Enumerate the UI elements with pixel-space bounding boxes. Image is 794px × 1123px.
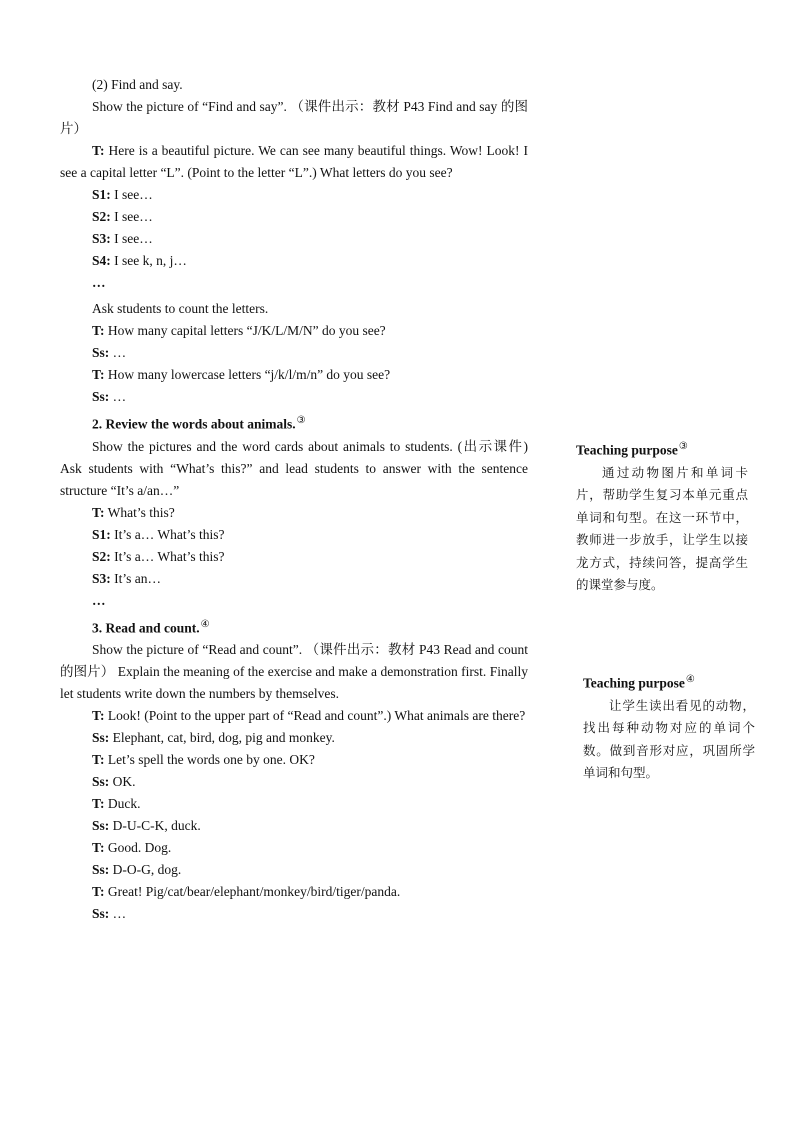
note-marker: ③ (296, 415, 306, 426)
dialogue-text: … (109, 389, 127, 404)
dialogue-line (60, 546, 528, 568)
dialogue-line (60, 524, 528, 546)
dialogue-line (60, 250, 528, 272)
dialogue-text: It’s a… What’s this? (110, 526, 225, 542)
dialogue-text: How many capital letters “J/K/L/M/N” do you see? (104, 323, 386, 338)
speaker-label: T: (92, 367, 105, 382)
count-intro: Ask students to count the letters. (92, 301, 269, 316)
speaker-label: S1: (92, 526, 111, 542)
dialogue-line (60, 793, 528, 815)
review-intro: Show the pictures and the word cards about animals to students. (出示课件) Ask students with “What’s this?” and lead students to answer with the sentence structure “It’s a/an…” (60, 438, 528, 498)
dialogue-text: Good. Dog. (104, 840, 172, 855)
dialogue-line (60, 727, 528, 749)
dialogue-text: … (109, 345, 127, 360)
speaker-label: T: (92, 143, 105, 158)
read-count-heading (60, 614, 528, 640)
dialogue-text: Let’s spell the words one by one. OK? (104, 752, 315, 767)
teaching-purpose-body: 让学生读出看见的动物，找出每种动物对应的单词个数。做到音形对应，巩固所学单词和句型。 (583, 698, 755, 780)
speaker-label: Ss: (92, 862, 110, 877)
dialogue-line (60, 749, 528, 771)
speaker-label: Ss: (92, 389, 110, 404)
review-heading (60, 410, 528, 436)
teaching-purpose-title (583, 669, 755, 695)
speaker-label: T: (92, 708, 105, 723)
dialogue-line (60, 320, 528, 342)
review-heading-text: 2. Review the words about animals. (92, 416, 296, 432)
ellipsis: … (92, 592, 106, 608)
lesson-body (60, 74, 528, 925)
speaker-label: S3: (92, 231, 111, 246)
speaker-label: T: (92, 840, 105, 855)
dialogue-line (60, 903, 528, 925)
dialogue-text: OK. (109, 774, 136, 789)
dialogue-line (60, 228, 528, 250)
dialogue-text: D-O-G, dog. (109, 862, 182, 877)
dialogue-text: How many lowercase letters “j/k/l/m/n” do you see? (104, 367, 391, 382)
dialogue-text: I see… (110, 231, 153, 246)
teaching-purpose-note (576, 436, 748, 597)
dialogue-text: I see… (110, 209, 153, 224)
dialogue-text: I see k, n, j… (110, 253, 187, 268)
dialogue-line (60, 140, 528, 184)
dialogue-line (60, 386, 528, 408)
dialogue-line (60, 705, 528, 727)
dialogue-line (60, 859, 528, 881)
dialogue-line (60, 364, 528, 386)
teaching-purpose-note (583, 669, 755, 785)
speaker-label: S2: (92, 548, 111, 564)
dialogue-line (60, 815, 528, 837)
dialogue-line (60, 184, 528, 206)
dialogue-text: It’s a… What’s this? (110, 548, 225, 564)
dialogue-text: What’s this? (104, 504, 175, 520)
dialogue-line (60, 568, 528, 590)
dialogue-text: Elephant, cat, bird, dog, pig and monkey. (109, 730, 335, 745)
speaker-label: T: (92, 884, 105, 899)
speaker-label: Ss: (92, 818, 110, 833)
speaker-label: T: (92, 504, 105, 520)
dialogue-text: Great! Pig/cat/bear/elephant/monkey/bird/tiger/panda. (104, 884, 401, 899)
note-marker: ④ (685, 674, 695, 685)
speaker-label: Ss: (92, 906, 110, 921)
speaker-label: Ss: (92, 774, 110, 789)
dialogue-text: … (109, 906, 127, 921)
speaker-label: S4: (92, 253, 111, 268)
dialogue-text: Here is a beautiful picture. We can see many beautiful things. Wow! Look! I see a capital letter “L”. (Point to the letter “L”.) What letters do you see? (60, 143, 528, 180)
read-count-heading-text: 3. Read and count. (92, 620, 200, 635)
dialogue-line (60, 502, 528, 524)
speaker-label: T: (92, 752, 105, 767)
teaching-purpose-body: 通过动物图片和单词卡片，帮助学生复习本单元重点单词和句型。在这一环节中，教师进一步放手，让学生以接龙方式，持续问答，提高学生的课堂参与度。 (576, 465, 748, 592)
speaker-label: S1: (92, 187, 111, 202)
note-title-text: Teaching purpose (576, 442, 678, 458)
ellipsis: … (92, 275, 106, 290)
dialogue-text: I see… (110, 187, 153, 202)
dialogue-line (60, 206, 528, 228)
note-marker: ④ (200, 618, 210, 630)
speaker-label: Ss: (92, 730, 110, 745)
find-say-heading: (2) Find and say. (92, 77, 183, 92)
note-marker: ③ (678, 441, 688, 452)
note-title-text: Teaching purpose (583, 675, 685, 691)
speaker-label: T: (92, 796, 105, 811)
dialogue-line (60, 342, 528, 364)
dialogue-text: Look! (Point to the upper part of “Read and count”.) What animals are there? (104, 708, 526, 723)
teaching-purpose-title (576, 436, 748, 462)
dialogue-text: It’s an… (110, 570, 162, 586)
dialogue-line (60, 881, 528, 903)
speaker-label: T: (92, 323, 105, 338)
dialogue-line (60, 837, 528, 859)
find-say-intro: Show the picture of “Find and say”. （课件出示：教材 P43 Find and say 的图片） (60, 99, 528, 136)
read-count-intro: Show the picture of “Read and count”. （课件出示：教材 P43 Read and count 的图片） Explain the meaning of the exercise and make a demonstration first. Finally let students write down the numbers by themselves. (60, 642, 528, 701)
dialogue-line (60, 771, 528, 793)
dialogue-text: Duck. (104, 796, 141, 811)
speaker-label: Ss: (92, 345, 110, 360)
dialogue-text: D-U-C-K, duck. (109, 818, 201, 833)
speaker-label: S2: (92, 209, 111, 224)
speaker-label: S3: (92, 570, 111, 586)
